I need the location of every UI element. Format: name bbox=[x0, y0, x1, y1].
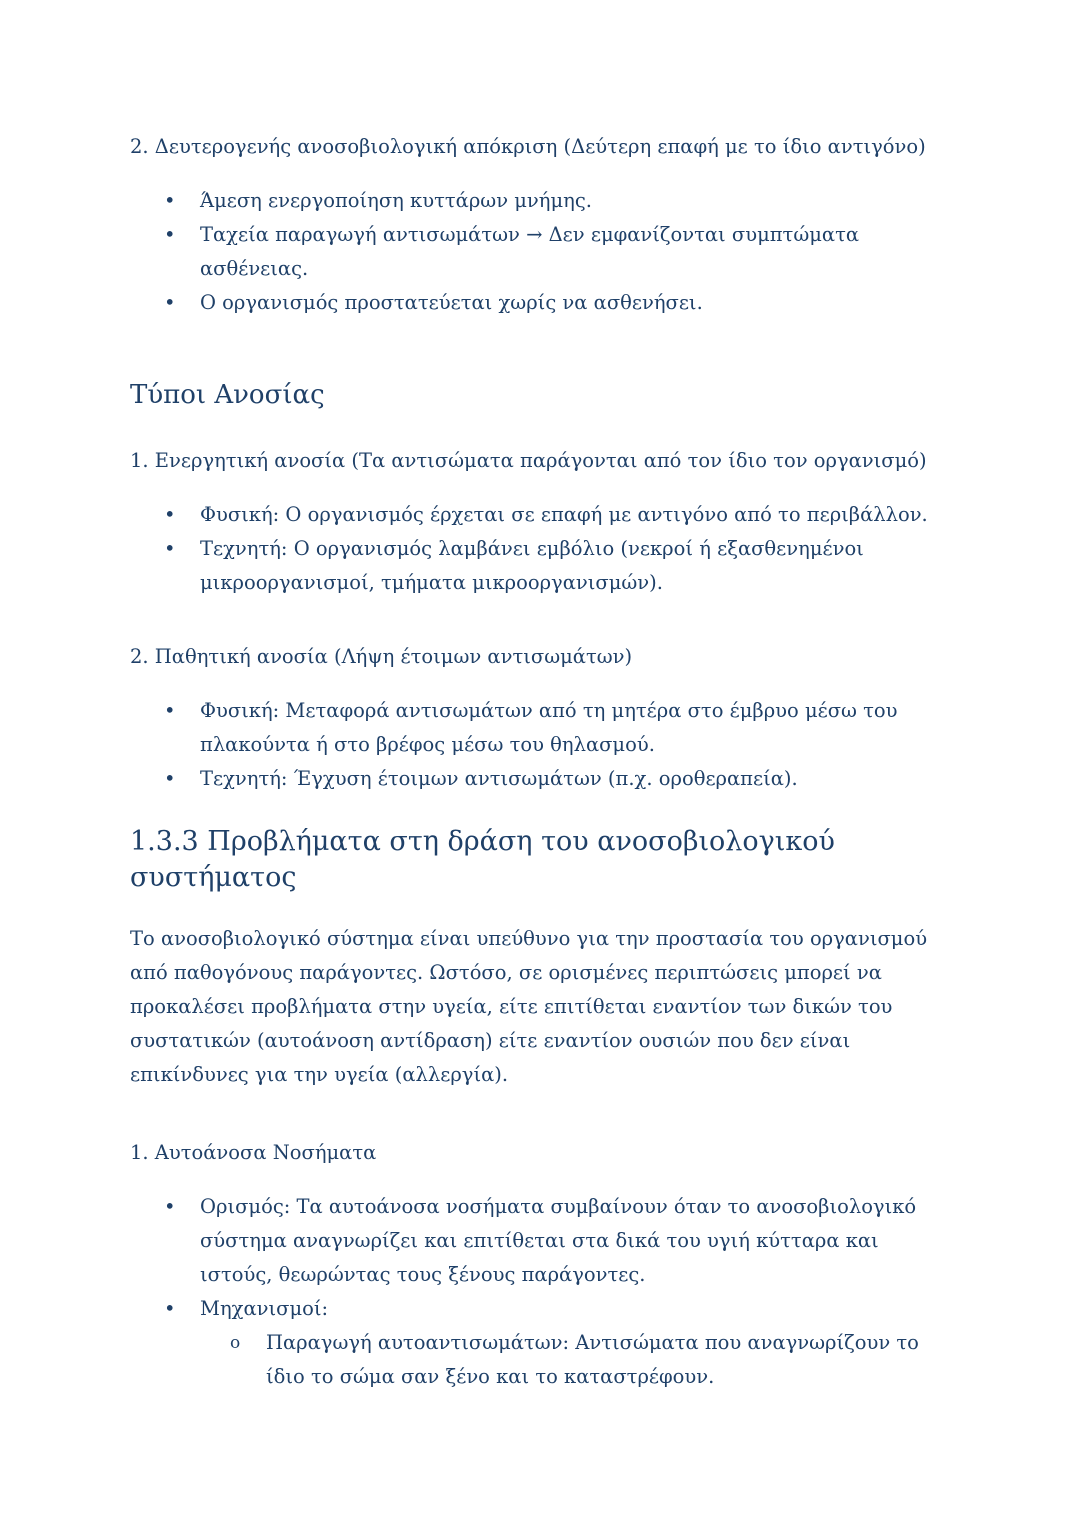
list-item-text: Φυσική: Μεταφορά αντισωμάτων από τη μητέρα στο έμβρυο μέσω του πλακούντα ή στο βρέφος μέσω του θηλασμού. bbox=[200, 699, 898, 756]
list-item bbox=[130, 694, 952, 762]
spacer bbox=[130, 1122, 952, 1136]
list-item-text: Φυσική: Ο οργανισμός έρχεται σε επαφή με αντιγόνο από το περιβάλλον. bbox=[200, 503, 928, 526]
list-item-text: Τεχνητή: Έγχυση έτοιμων αντισωμάτων (π.χ. οροθεραπεία). bbox=[200, 767, 798, 790]
bullet-icon: • bbox=[164, 223, 176, 246]
problems-intro-paragraph: Το ανοσοβιολογικό σύστημα είναι υπεύθυνο για την προστασία του οργανισμού από παθογόνους παράγοντες. Ωστόσο, σε ορισμένες περιπτώσεις μπορεί να προκαλέσει προβλήματα στην υγεία, είτε επιτίθεται εναντίον των δικών του συστατικών (αυτοάνοση αντίδραση) είτε εναντίον ουσιών που δεν είναι επικίνδυνες για την υγεία (αλλεργία). bbox=[130, 927, 928, 1086]
heading-active-immunity: 1. Ενεργητική ανοσία (Τα αντισώματα παράγονται από τον ίδιο τον οργανισμό) bbox=[130, 449, 927, 472]
autoimmune-list bbox=[130, 1190, 952, 1394]
active-immunity-list bbox=[130, 498, 952, 600]
list-item-text: Άμεση ενεργοποίηση κυττάρων μνήμης. bbox=[200, 189, 592, 212]
list-item bbox=[130, 1190, 952, 1292]
list-item bbox=[130, 184, 952, 218]
secondary-response-list bbox=[130, 184, 952, 320]
list-item bbox=[130, 762, 952, 796]
sub-list-item bbox=[130, 1326, 952, 1394]
bullet-icon: • bbox=[164, 1195, 176, 1218]
list-item-text: Ταχεία παραγωγή αντισωμάτων → Δεν εμφανίζονται συμπτώματα ασθένειας. bbox=[200, 223, 860, 280]
heading-passive-immunity: 2. Παθητική ανοσία (Λήψη έτοιμων αντισωμάτων) bbox=[130, 645, 633, 668]
list-item-text: Ορισμός: Τα αυτοάνοσα νοσήματα συμβαίνουν όταν το ανοσοβιολογικό σύστημα αναγνωρίζει και επιτίθεται στα δικά του υγιή κύτταρα και ιστούς, θεωρώντας τους ξένους παράγοντες. bbox=[200, 1195, 917, 1286]
list-item bbox=[130, 498, 952, 532]
heading-immune-system-problems: 1.3.3 Προβλήματα στη δράση του ανοσοβιολογικού συστήματος bbox=[130, 826, 835, 893]
bullet-icon: • bbox=[164, 537, 176, 560]
bullet-icon: • bbox=[164, 699, 176, 722]
sub-bullet-icon: o bbox=[230, 1333, 241, 1353]
heading-secondary-response: 2. Δευτερογενής ανοσοβιολογική απόκριση (Δεύτερη επαφή με το ίδιο αντιγόνο) bbox=[130, 135, 926, 158]
list-item bbox=[130, 218, 952, 286]
passive-immunity-list bbox=[130, 694, 952, 796]
bullet-icon: • bbox=[164, 1297, 176, 1320]
bullet-icon: • bbox=[164, 291, 176, 314]
sub-list-item-text: Παραγωγή αυτοαντισωμάτων: Αντισώματα που αναγνωρίζουν το ίδιο το σώμα σαν ξένο και το καταστρέφουν. bbox=[266, 1331, 919, 1388]
list-item bbox=[130, 286, 952, 320]
bullet-icon: • bbox=[164, 503, 176, 526]
list-item-text: Μηχανισμοί: bbox=[200, 1297, 329, 1320]
heading-autoimmune-diseases: 1. Αυτοάνοσα Νοσήματα bbox=[130, 1141, 377, 1164]
list-item-text: Τεχνητή: Ο οργανισμός λαμβάνει εμβόλιο (νεκροί ή εξασθενημένοι μικροοργανισμοί, τμήματα μικροοργανισμών). bbox=[200, 537, 864, 594]
list-item-text: Ο οργανισμός προστατεύεται χωρίς να ασθενήσει. bbox=[200, 291, 703, 314]
heading-immunity-types: Τύποι Ανοσίας bbox=[130, 380, 325, 410]
bullet-icon: • bbox=[164, 767, 176, 790]
list-item bbox=[130, 1292, 952, 1326]
bullet-icon: • bbox=[164, 189, 176, 212]
spacer bbox=[130, 626, 952, 640]
list-item bbox=[130, 532, 952, 600]
